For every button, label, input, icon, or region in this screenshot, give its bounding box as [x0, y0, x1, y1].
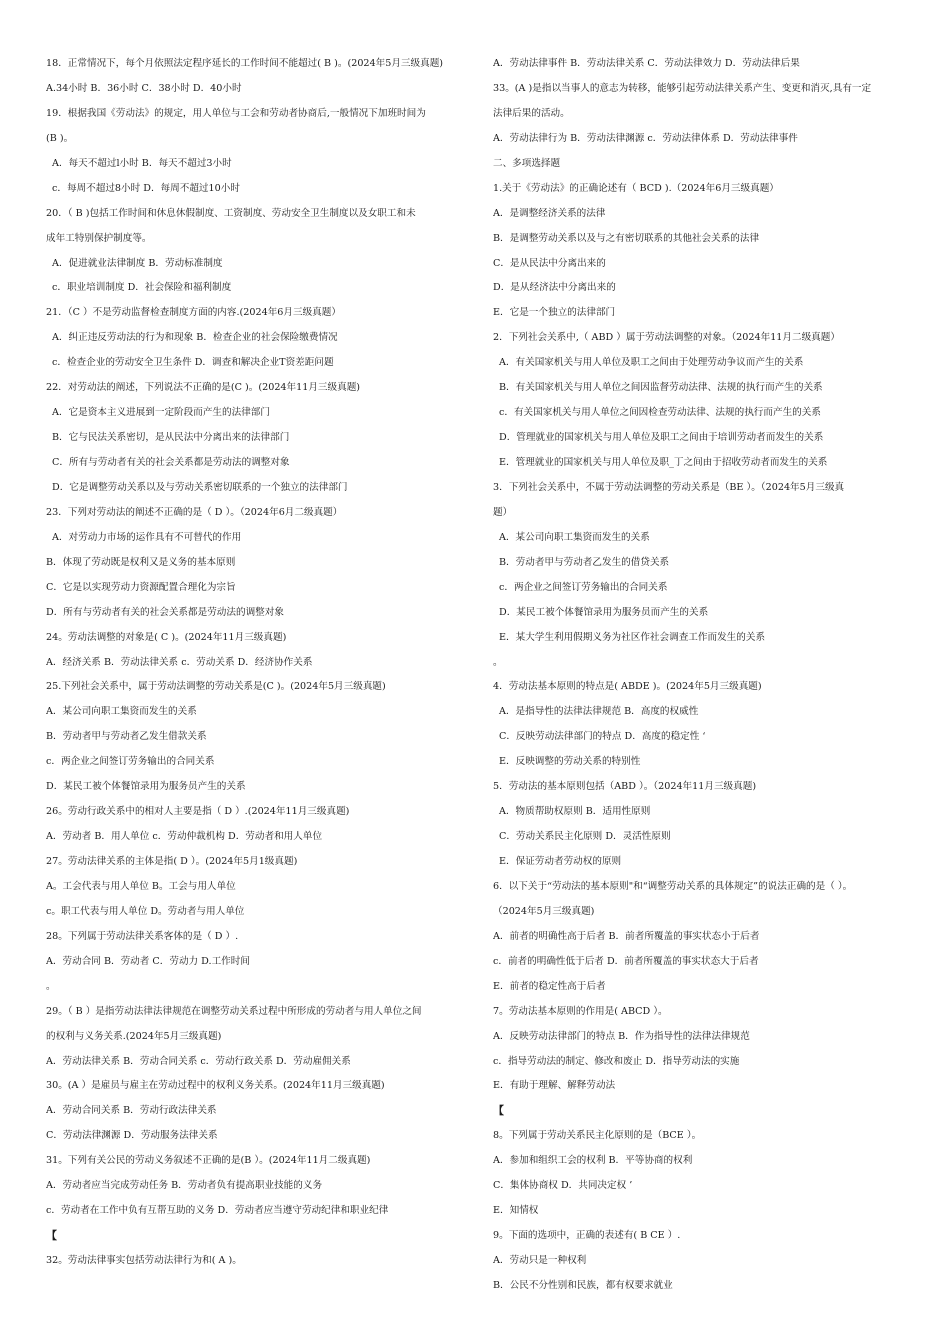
- text-line: A．纠正违反劳动法的行为和现象 B．检查企业的社会保险缴费情况: [52, 332, 338, 344]
- text-line: 5．劳动法的基本原则包括（ABD ）。（2024年11月三级真题): [493, 781, 757, 793]
- text-line: 19．根据我国《劳动法》的规定，用人单位与工会和劳动者协商后,一般情况下加班时间为: [46, 107, 426, 119]
- text-line: A．某公司向职工集资而发生的关系: [499, 531, 650, 543]
- text-line: A。工会代表与用人单位 B。工会与用人单位: [46, 880, 236, 892]
- text-line: 32。劳动法律事实包括劳动法律行为和( A )。: [46, 1255, 242, 1266]
- text-line: c．职业培训制度 D．社会保险和福利制度: [52, 282, 232, 294]
- text-line: 4．劳动法基本原则的特点是( ABDE )。(2024年5月三级真题): [493, 681, 762, 693]
- text-line: C．劳动法律渊源 D．劳动服务法律关系: [46, 1130, 218, 1142]
- text-line: A．劳动合同关系 B．劳动行政法律关系: [46, 1105, 217, 1117]
- text-line: 成年工特别保护制度等。: [46, 232, 152, 244]
- text-line: 3．下列社会关系中，不属于劳动法调整的劳动关系是（BE ）。（2024年5月三级真: [493, 481, 845, 493]
- text-line: c．每周不超过8小时 D．每周不超过10小时: [52, 182, 240, 194]
- text-line: A．反映劳动法律部门的特点 B．作为指导性的法律法律规范: [493, 1030, 750, 1042]
- text-line: B．劳动者甲与劳动者乙发生借款关系: [46, 731, 207, 743]
- text-line: A．有关国家机关与用人单位及职工之间由于处理劳动争议而产生的关系: [499, 357, 804, 369]
- text-line: 题）: [493, 506, 513, 518]
- text-line: 7。劳动法基本原则的作用是( ABCD ）。: [493, 1005, 668, 1017]
- text-line: 23．下列对劳动法的阐述不正确的是（ D ）。（2024年6月二级真题）: [46, 506, 343, 518]
- text-line: C．所有与劳动者有关的社会关系都是劳动法的调整对象: [52, 457, 290, 468]
- text-line: C．它是以实现劳动力资源配置合理化为宗旨: [46, 581, 236, 593]
- text-line: A.34小时 B．36小时 C．38小时 D．40小时: [46, 82, 242, 94]
- text-line: A．劳动者 B．用人单位 c．劳动仲裁机构 D．劳动者和用人单位: [46, 831, 323, 843]
- text-line: 22．对劳动法的阐述，下列说法不正确的是(C )。(2024年11月三级真题): [46, 382, 361, 394]
- text-line: E．某大学生利用假期义务为社区作社会调查工作而发生的关系: [499, 631, 766, 643]
- text-line: 。: [493, 656, 503, 668]
- text-line: 27。劳动法律关系的主体是指( D ）。(2024年5月1级真题): [46, 856, 298, 867]
- text-line: c。职工代表与用人单位 D。劳动者与用人单位: [46, 905, 245, 917]
- text-line: D．所有与劳动者有关的社会关系都是劳动法的调整对象: [46, 606, 284, 618]
- text-line: 二、多项选择题: [493, 157, 561, 169]
- text-line: E．前者的稳定性高于后者: [493, 980, 606, 992]
- text-line: 。: [46, 980, 56, 992]
- text-line: A．是调整经济关系的法律: [493, 207, 606, 219]
- text-line: 2．下列社会关系中,（ ABD ）属于劳动法调整的对象。（2024年11月二级真题）: [493, 332, 840, 344]
- text-line: c．检查企业的劳动安全卫生条件 D．调查和解决企业T资差距问题: [52, 357, 334, 369]
- text-line: D．是从经济法中分离出来的: [493, 282, 616, 294]
- text-line: 26。劳动行政关系中的相对人主要是指（ D ）.(2024年11月三级真题): [46, 806, 350, 818]
- text-line: E．有助于理解、解释劳动法: [493, 1080, 616, 1092]
- text-line: 28。下列属于劳动法律关系客体的是（ D ）.: [46, 930, 239, 942]
- text-line: E．知情权: [493, 1205, 539, 1217]
- text-line: B．劳动者甲与劳动者乙发生的借贷关系: [499, 556, 670, 568]
- text-line: 21．（C ）不是劳动监督检查制度方面的内容.(2024年6月三级真题）: [46, 307, 341, 319]
- text-line: c．前者的明确性低于后者 D．前者所覆盖的事实状态大于后者: [493, 955, 759, 967]
- text-line: c．有关国家机关与用人单位之间因检查劳动法律、法规的执行而产生的关系: [499, 407, 821, 419]
- text-line: 20．（ B )包括工作时间和休息休假制度、工资制度、劳动安全卫生制度以及女职工和未: [46, 207, 416, 219]
- text-line: A．劳动法律行为 B．劳动法律渊源 c．劳动法律体系 D．劳动法律事件: [493, 132, 798, 144]
- text-line: A．某公司向职工集资而发生的关系: [46, 706, 197, 718]
- text-line: D．管理就业的国家机关与用人单位及职工之间由于培训劳动者而发生的关系: [499, 432, 824, 444]
- text-line: B．是调整劳动关系以及与之有密切联系的其他社会关系的法律: [493, 232, 760, 244]
- text-line: A．劳动只是一种权利: [493, 1255, 587, 1266]
- text-line: B．有关国家机关与用人单位之间因监督劳动法律、法规的执行而产生的关系: [499, 382, 823, 394]
- text-line: D．某民工被个体餐馆录用为服务员产生的关系: [46, 781, 246, 793]
- text-line: E．它是一个独立的法律部门: [493, 307, 616, 319]
- left-column: [46, 52, 461, 1274]
- text-line: （2024年5月三级真题): [493, 905, 595, 917]
- text-line: 33。(A )是指以当事人的意志为转移，能够引起劳动法律关系产生、变更和消灭,具有一定: [493, 82, 872, 94]
- text-line: C．集体协商权 D．共同决定权 ’: [493, 1180, 633, 1192]
- text-line: c．指导劳动法的制定、修改和废止 D．指导劳动法的实施: [493, 1055, 740, 1067]
- text-line: c．两企业之间签订劳务输出的合同关系: [499, 581, 668, 593]
- text-line: B．它与民法关系密切，是从民法中分离出来的法律部门: [52, 432, 290, 444]
- text-line: 【: [46, 1229, 57, 1243]
- text-line: E．管理就业的国家机关与用人单位及职_丁之间由于招收劳动者而发生的关系: [499, 457, 828, 468]
- text-line: A．对劳动力市场的运作具有不可替代的作用: [52, 531, 242, 543]
- text-line: A．物质帮助权原则 B．适用性原则: [499, 806, 651, 818]
- text-line: C．是从民法中分离出来的: [493, 257, 606, 269]
- text-line: A．参加和组织工会的权利 B．平等协商的权利: [493, 1155, 693, 1167]
- text-line: A．劳动合同 B．劳动者 C．劳动力 D.工作时间: [46, 955, 250, 967]
- text-line: A．每天不超过l小时 B．每天不超过3小时: [52, 157, 232, 169]
- text-line: A．它是资本主义进展到一定阶段而产生的法律部门: [52, 407, 270, 419]
- text-line: A．经济关系 B．劳动法律关系 c．劳动关系 D．经济协作关系: [46, 656, 313, 668]
- text-line: 31。下列有关公民的劳动义务叙述不正确的是(B ）。(2024年11月二级真题): [46, 1155, 371, 1167]
- text-line: D．它是调整劳动关系以及与劳动关系密切联系的一个独立的法律部门: [52, 481, 348, 493]
- text-line: 8。下列属于劳动关系民主化原则的是（BCE ）。: [493, 1130, 702, 1142]
- text-line: c．劳动者在工作中负有互帮互助的义务 D．劳动者应当遵守劳动纪律和职业纪律: [46, 1205, 389, 1217]
- text-line: 法律后果的活动。: [493, 107, 570, 119]
- text-line: 25.下列社会关系中，属于劳动法调整的劳动关系是(C )。(2024年5月三级真题): [46, 681, 386, 693]
- text-line: B．公民不分性别和民族，都有权要求就业: [493, 1279, 673, 1291]
- right-column: [493, 52, 913, 1299]
- text-line: E．反映调整的劳动关系的特别性: [499, 756, 641, 768]
- text-line: A．是指导性的法律法律规范 B．高度的权威性: [499, 706, 699, 718]
- text-line: B．体现了劳动既是权利又是义务的基本原则: [46, 556, 236, 568]
- text-line: 的权利与义务关系.(2024年5月三级真题): [46, 1030, 222, 1042]
- text-line: D．某民工被个体餐馆录用为服务员而产生的关系: [499, 606, 709, 618]
- text-line: (B )。: [46, 132, 74, 144]
- text-line: A．劳动者应当完成劳动任务 B．劳动者负有提高职业技能的义务: [46, 1180, 323, 1192]
- text-line: c．两企业之间签订劳务输出的合同关系: [46, 756, 215, 768]
- text-line: 6．以下关于“劳动法的基本原则"和“调整劳动关系的具体规定”的说法正确的是（ ）。: [493, 880, 853, 892]
- text-line: A．劳动法律关系 B．劳动合同关系 c．劳动行政关系 D．劳动雇佣关系: [46, 1055, 351, 1067]
- text-line: E．保证劳动者劳动权的原则: [499, 856, 622, 867]
- text-line: A．前者的明确性高于后者 B．前者所覆盖的事实状态小于后者: [493, 930, 760, 942]
- text-line: C．劳动关系民主化原则 D．灵活性原则: [499, 831, 671, 843]
- text-line: 30。(A ）是雇员与雇主在劳动过程中的权利义务关系。(2024年11月三级真题): [46, 1080, 385, 1092]
- text-line: 9。下面的选项中，正确的表述有( B CE ）.: [493, 1230, 681, 1242]
- text-line: 18．正常情况下，每个月依照法定程序延长的工作时间不能超过( B )。(2024年5月三级真题): [46, 58, 444, 69]
- text-line: 29。（ B ）是指劳动法律法律规范在调整劳动关系过程中所形成的劳动者与用人单位之间: [46, 1005, 422, 1017]
- text-line: 1.关于《劳动法》的正确论述有（ BCD ).（2024年6月三级真题）: [493, 182, 779, 194]
- text-line: A．促进就业法律制度 B．劳动标准制度: [52, 257, 223, 269]
- text-line: C．反映劳动法律部门的特点 D．高度的稳定性 ‘: [499, 731, 706, 743]
- text-line: 【: [493, 1104, 504, 1118]
- text-line: 24。劳动法调整的对象是( C )。(2024年11月三级真题): [46, 631, 287, 643]
- text-line: A．劳动法律事件 B．劳动法律关系 C．劳动法律效力 D．劳动法律后果: [493, 58, 800, 69]
